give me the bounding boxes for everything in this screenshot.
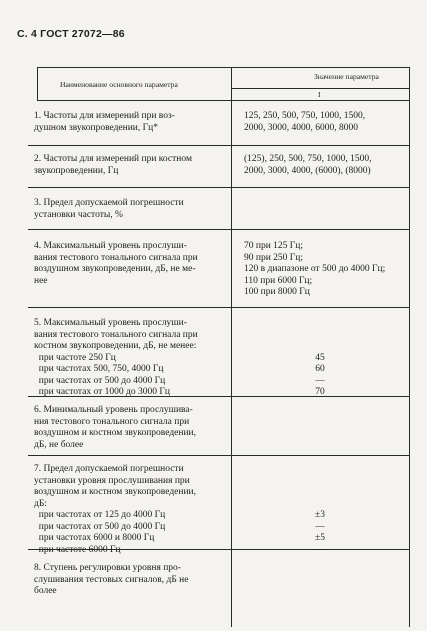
row-separator — [28, 229, 409, 230]
page-header: С. 4 ГОСТ 27072—86 — [17, 28, 125, 40]
header-bottom-rule — [37, 100, 409, 101]
row-1-value: 125, 250, 500, 750, 1000, 1500, 2000, 3000, 4000, 6000, 8000 — [244, 111, 366, 133]
row-8-param: 8. Ступень регулировки уровня про- слушивания тестовых сигналов, дБ не более — [34, 563, 189, 596]
row-7-value: ±3 — ±5 — — [315, 510, 325, 555]
column-divider — [231, 67, 232, 627]
row-4-param: 4. Максимальный уровень прослуши- вания тестового тонального сигнала при воздушном звукопроведении, дБ, не ме- нее — [34, 241, 198, 286]
row-separator — [28, 307, 409, 308]
row-separator — [28, 455, 409, 456]
row-1-param: 1. Частоты для измерений при воз- душном звукопроведении, Гц* — [34, 111, 175, 133]
row-separator — [28, 145, 409, 146]
row-3-param: 3. Предел допускаемой погрешности установки частоты, % — [34, 198, 184, 220]
row-6-param: 6. Минимальный уровень прослушива- ния тестового тонального сигнала при воздушном и костном звукопроведении, дБ, не более — [34, 405, 197, 450]
param-column-header: Наименование основного параметра — [60, 80, 178, 89]
row-5-value: 45 60 — 70 — [315, 352, 325, 397]
row-4-value: 70 при 125 Гц; 90 при 250 Гц; 120 в диапазоне от 500 до 4000 Гц; 110 при 6000 Гц; 100 при 8000 Гц — [244, 241, 386, 297]
table-right-edge — [409, 67, 410, 627]
header-sub-rule — [231, 88, 409, 89]
value-subcolumn-header: I — [318, 90, 321, 99]
value-column-header: Значение параметра — [314, 72, 379, 81]
table-left-edge — [37, 67, 38, 100]
row-2-value: (125), 250, 500, 750, 1000, 1500, 2000, 3000, 4000, (6000), (8000) — [244, 154, 372, 176]
row-2-param: 2. Частоты для измерений при костном звукопроведении, Гц — [34, 154, 192, 176]
row-7-param: 7. Предел допускаемой погрешности установки уровня прослушивания при воздушном и костном звукопроведении, дБ: при частотах от 125 до 4000 Гц при частотах от 500 до 4000 Гц при частотах 6000 и 8000 Гц при частоте 6000 Гц — [34, 464, 197, 555]
row-5-param: 5. Максимальный уровень прослуши- вания тестового тонального сигнала при костном звукопроведении, дБ, не менее: при частоте 250 Гц при частотах 500, 750, 4000 Гц при частотах от 500 до 4000 Гц при частотах от 1000 до 3000 Гц — [34, 318, 198, 397]
table-top-rule — [37, 67, 409, 68]
row-separator — [28, 187, 409, 188]
